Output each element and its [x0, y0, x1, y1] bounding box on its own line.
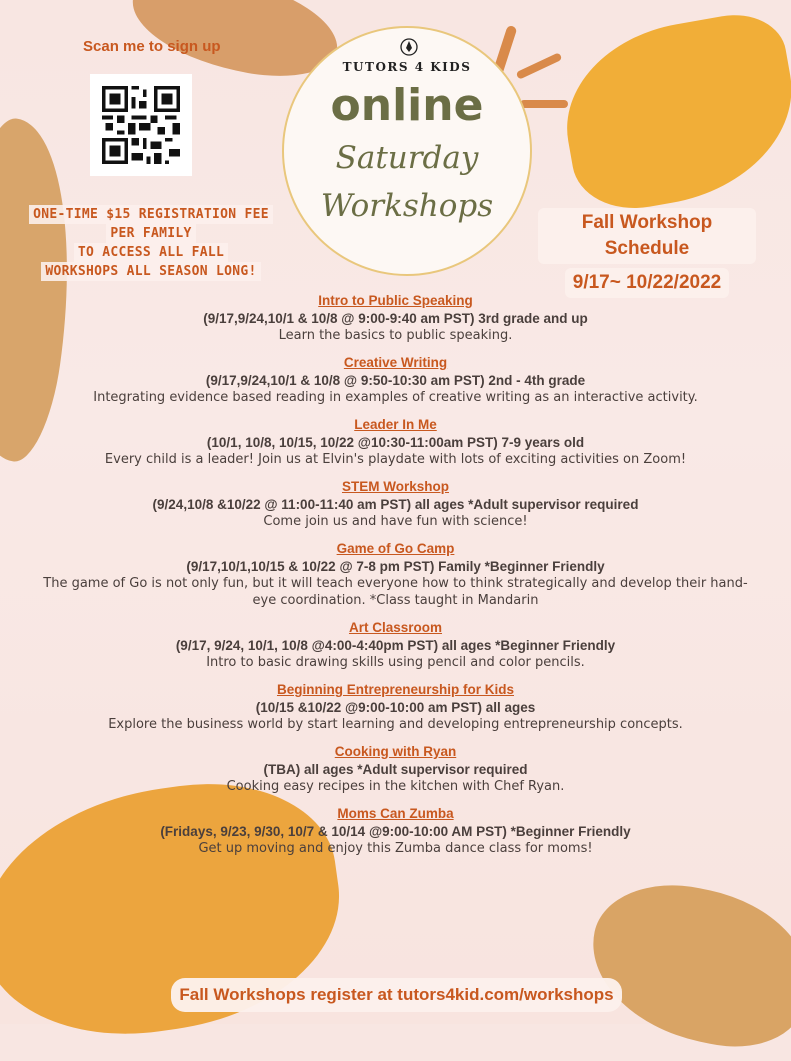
workshop-description: The game of Go is not only fun, but it will teach everyone how to think strategically and develop their hand-eye coordination. *Class taught in Mandarin — [43, 576, 748, 608]
workshop-time: (9/17,9/24,10/1 & 10/8 @ 9:50-10:30 am PST) 2nd - 4th grade — [205, 373, 586, 388]
fee-line: TO ACCESS ALL FALL — [74, 243, 228, 262]
workshop-title: STEM Workshop — [341, 479, 449, 494]
pen-nib-icon — [400, 38, 418, 56]
workshop-title: Intro to Public Speaking — [318, 293, 473, 308]
workshop-description: Every child is a leader! Join us at Elvin's playdate with lots of exciting activities on Zoom! — [104, 452, 687, 467]
workshop-title: Moms Can Zumba — [337, 806, 454, 821]
workshop-time: (9/17,9/24,10/1 & 10/8 @ 9:00-9:40 am PST) 3rd grade and up — [203, 311, 588, 326]
workshop-time: (TBA) all ages *Adult supervisor required — [263, 762, 528, 777]
workshop-description: Come join us and have fun with science! — [263, 514, 528, 529]
fee-line: PER FAMILY — [106, 224, 195, 243]
workshop-title: Art Classroom — [348, 620, 443, 635]
registration-fee-note — [20, 205, 282, 281]
workshop-description: Integrating evidence based reading in examples of creative writing as an interactive activity. — [93, 390, 698, 405]
workshop-item — [40, 478, 751, 530]
workshop-item — [40, 805, 751, 857]
fee-line: WORKSHOPS ALL SEASON LONG! — [41, 262, 260, 281]
workshop-title: Cooking with Ryan — [334, 744, 457, 759]
workshop-time: (9/17, 9/24, 10/1, 10/8 @4:00-4:40pm PST) all ages *Beginner Friendly — [175, 638, 616, 653]
workshop-title: Creative Writing — [343, 355, 448, 370]
fee-line: ONE-TIME $15 REGISTRATION FEE — [29, 205, 273, 224]
leaf-decoration — [552, 6, 791, 218]
workshop-time: (9/17,10/1,10/15 & 10/22 @ 7-8 pm PST) Family *Beginner Friendly — [186, 559, 605, 574]
workshop-time: (10/1, 10/8, 10/15, 10/22 @10:30-11:00am PST) 7-9 years old — [206, 435, 585, 450]
title-online: online — [330, 80, 484, 131]
workshop-title: Leader In Me — [354, 417, 437, 432]
title-workshops: Workshops — [320, 188, 494, 224]
workshop-item — [40, 540, 751, 609]
workshop-item — [40, 354, 751, 406]
schedule-box — [538, 208, 756, 298]
workshop-title: Game of Go Camp — [336, 541, 455, 556]
workshop-description: Cooking easy recipes in the kitchen with Chef Ryan. — [226, 779, 565, 794]
workshop-time: (9/24,10/8 &10/22 @ 11:00-11:40 am PST) all ages *Adult supervisor required — [152, 497, 639, 512]
workshop-description: Intro to basic drawing skills using pencil and color pencils. — [206, 655, 585, 670]
workshop-item — [40, 416, 751, 468]
qr-code[interactable] — [90, 74, 192, 176]
workshop-title: Beginning Entrepreneurship for Kids — [276, 682, 514, 697]
workshop-item — [40, 743, 751, 795]
workshop-item — [40, 619, 751, 671]
schedule-dates: 9/17~ 10/22/2022 — [565, 268, 729, 298]
title-saturday: Saturday — [335, 140, 479, 176]
workshop-description: Learn the basics to public speaking. — [278, 328, 513, 343]
workshop-item — [40, 681, 751, 733]
workshop-time: (10/15 &10/22 @9:00-10:00 am PST) all ages — [255, 700, 536, 715]
workshop-item — [40, 292, 751, 344]
workshop-time: (Fridays, 9/23, 9/30, 10/7 & 10/14 @9:00-10:00 AM PST) *Beginner Friendly — [160, 824, 631, 839]
workshop-description: Explore the business world by start learning and developing entrepreneurship concepts. — [108, 717, 683, 732]
schedule-title: Fall Workshop Schedule — [538, 208, 756, 264]
workshop-description: Get up moving and enjoy this Zumba dance class for moms! — [198, 841, 593, 856]
register-link[interactable]: Fall Workshops register at tutors4kid.com/workshops — [171, 978, 622, 1012]
workshop-list — [40, 292, 751, 867]
leaf-decoration — [577, 869, 791, 1061]
brand-name: TUTORS 4 KIDS — [342, 60, 472, 74]
scan-label: Scan me to sign up — [83, 38, 221, 55]
qr-code-icon — [102, 86, 180, 164]
